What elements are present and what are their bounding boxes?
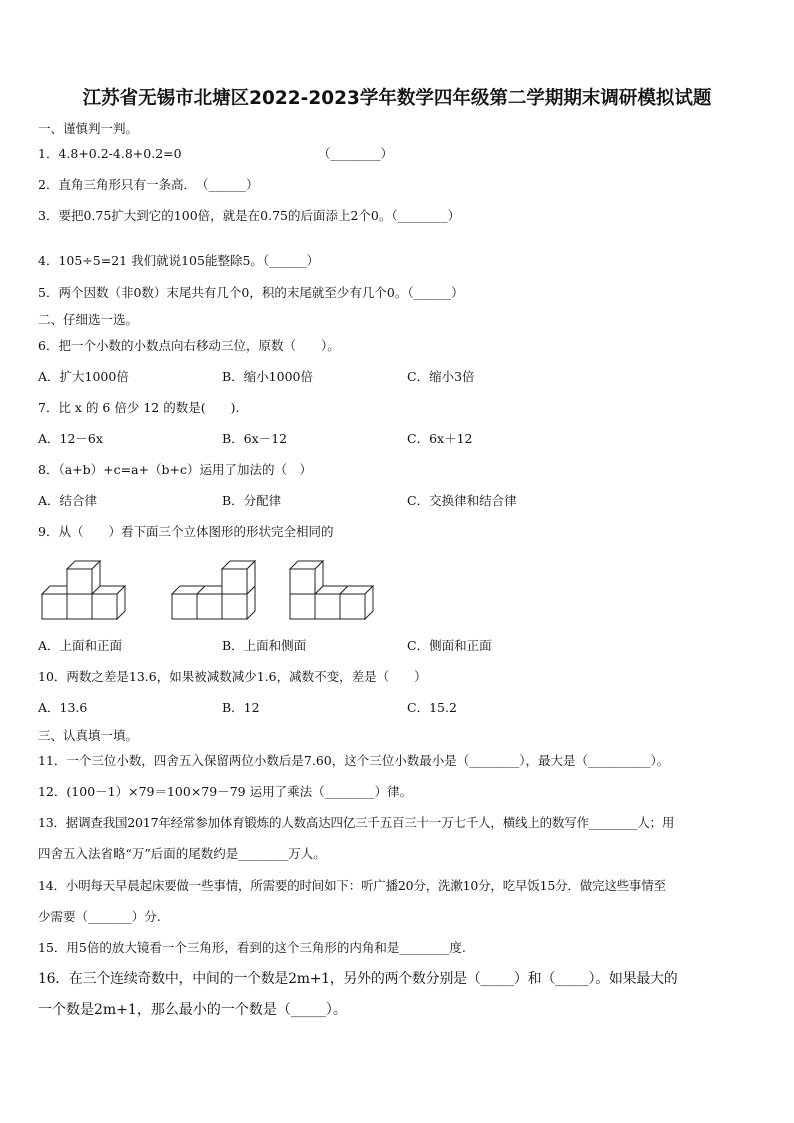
section-2-heading: 二、仔细选一选。 (38, 312, 139, 327)
question-6: 6．把一个小数的小数点向右移动三位，原数（ ）。 (38, 338, 340, 353)
question-8-option-b[interactable]: B．分配律 (222, 493, 282, 508)
question-6-option-a[interactable]: A．扩大1000倍 (38, 369, 129, 384)
question-14-line-1: 14．小明每天早晨起床要做一些事情，所需要的时间如下：听广播20分，洗漱10分，吃早饭15分．做完这些事情至 (38, 878, 666, 893)
question-13-line-1: 13．据调查我国2017年经常参加体育锻炼的人数高达四亿三千五百三十一万七千人，横线上的数写作________人；用 (38, 815, 675, 830)
question-1-answer-blank[interactable]: （________） (318, 146, 394, 161)
question-1 (38, 146, 394, 162)
question-2: 2．直角三角形只有一条高． （______） (38, 177, 259, 192)
question-16-line-1: 16．在三个连续奇数中，中间的一个数是2m+1，另外的两个数分别是（_____）和（_____）。如果最大的 (38, 971, 678, 987)
question-8-option-c[interactable]: C．交换律和结合律 (407, 493, 517, 508)
question-8-option-a[interactable]: A．结合律 (38, 493, 98, 508)
question-8: 8．（a+b）+c=a+（b+c）运用了加法的（ ） (38, 462, 312, 477)
question-6-option-c[interactable]: C．缩小3倍 (407, 369, 475, 384)
page-title: 江苏省无锡市北塘区2022-2023学年数学四年级第二学期期末调研模拟试题 (82, 88, 712, 109)
question-1-text: 1．4.8+0.2-4.8+0.2=0 (38, 146, 182, 161)
section-3-heading: 三、认真填一填。 (38, 728, 139, 743)
question-4: 4．105÷5=21 我们就说105能整除5。（______） (38, 253, 320, 268)
question-7: 7．比 x 的 6 倍少 12 的数是( ). (38, 400, 240, 415)
question-16-line-2: 一个数是2m+1，那么最小的一个数是（_____）。 (38, 1002, 347, 1018)
cube-figure-3 (290, 561, 373, 619)
question-11: 11．一个三位小数，四舍五入保留两位小数后是7.60，这个三位小数最小是（________），最大是（__________）。 (38, 753, 670, 768)
question-7-option-a[interactable]: A．12－6x (38, 431, 103, 446)
question-7-option-b[interactable]: B．6x－12 (222, 431, 288, 446)
question-3: 3．要把0.75扩大到它的100倍，就是在0.75的后面添上2个0。（________） (38, 208, 461, 223)
question-12: 12．(100－1）×79＝100×79－79 运用了乘法（________）律。 (38, 784, 413, 799)
question-7-option-c[interactable]: C．6x＋12 (407, 431, 473, 446)
cube-figure-2 (172, 561, 255, 619)
question-6-option-b[interactable]: B．缩小1000倍 (222, 369, 313, 384)
section-1-heading: 一、谨慎判一判。 (38, 121, 139, 136)
question-9-option-c[interactable]: C．侧面和正面 (407, 638, 492, 653)
question-9-option-a[interactable]: A．上面和正面 (38, 638, 123, 653)
question-13-line-2: 四舍五入法省略“万”后面的尾数约是________万人。 (38, 846, 326, 861)
question-10-option-b[interactable]: B．12 (222, 700, 260, 715)
question-9-option-b[interactable]: B．上面和侧面 (222, 638, 307, 653)
cube-figures (40, 556, 400, 626)
cube-figures-svg (40, 556, 400, 622)
question-10-option-a[interactable]: A．13.6 (38, 700, 88, 715)
question-10-option-c[interactable]: C．15.2 (407, 700, 457, 715)
cube-figure-1 (42, 561, 125, 619)
question-10: 10．两数之差是13.6，如果被减数减少1.6，减数不变，差是（ ） (38, 669, 427, 684)
question-5: 5．两个因数（非0数）末尾共有几个0，积的末尾就至少有几个0。（______） (38, 285, 464, 300)
question-15: 15．用5倍的放大镜看一个三角形，看到的这个三角形的内角和是________度. (38, 940, 466, 955)
question-9: 9．从（ ）看下面三个立体图形的形状完全相同的 (38, 524, 334, 539)
question-14-line-2: 少需要（_______）分. (38, 909, 161, 924)
